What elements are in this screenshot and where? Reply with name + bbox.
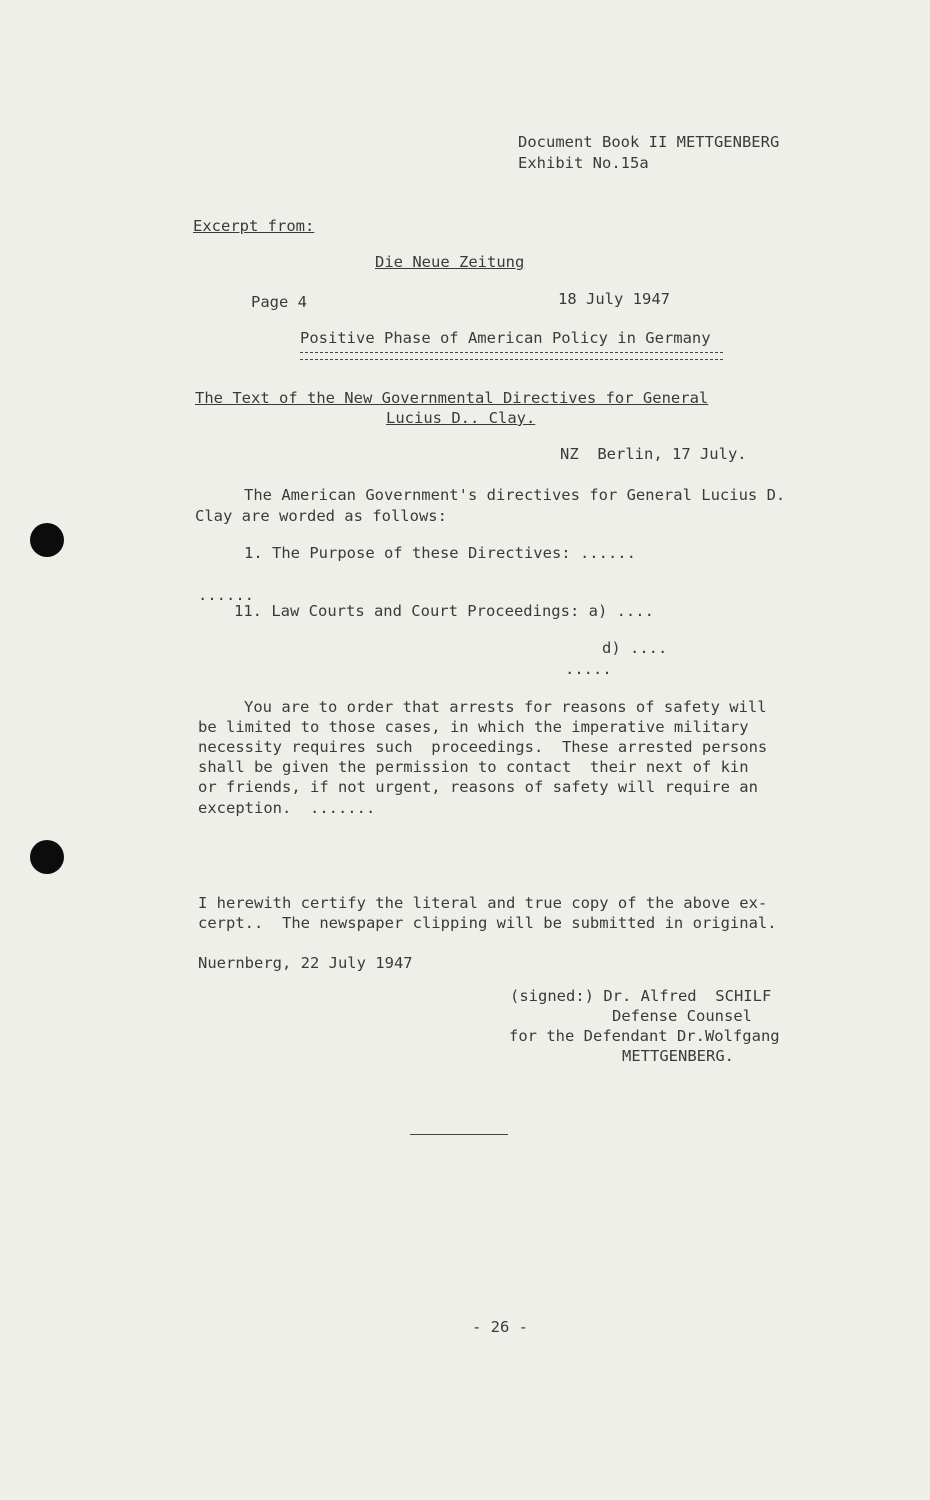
- paragraph-line-1: You are to order that arrests for reasons of safety will: [244, 698, 767, 716]
- paragraph-line-5: or friends, if not urgent, reasons of safety will require an: [198, 778, 758, 796]
- subtitle-line-2: Lucius D.. Clay.: [386, 409, 536, 427]
- closing-rule: [410, 1134, 508, 1135]
- signature-line-3: for the Defendant Dr.Wolfgang: [509, 1027, 780, 1045]
- page-reference: Page 4: [251, 293, 307, 311]
- ellipsis-1: ......: [198, 586, 254, 604]
- article-date: 18 July 1947: [558, 290, 670, 308]
- intro-line-1: The American Government's directives for General Lucius D.: [244, 486, 786, 504]
- certification-line-2: cerpt.. The newspaper clipping will be submitted in original.: [198, 914, 777, 932]
- title-double-rule: [300, 352, 723, 360]
- dateline: NZ Berlin, 17 July.: [560, 445, 747, 463]
- signature-line-1: (signed:) Dr. Alfred SCHILF: [510, 987, 772, 1005]
- paragraph-line-6: exception. .......: [198, 799, 376, 817]
- punch-hole-bottom: [30, 840, 64, 874]
- newspaper-name: Die Neue Zeitung: [375, 253, 525, 271]
- excerpt-label: Excerpt from:: [193, 217, 315, 235]
- exhibit-number: Exhibit No.15a: [518, 154, 649, 172]
- document-book-label: Document Book II METTGENBERG: [518, 133, 780, 151]
- signature-line-2: Defense Counsel: [612, 1007, 752, 1025]
- signature-line-4: METTGENBERG.: [622, 1047, 734, 1065]
- paragraph-line-4: shall be given the permission to contact their next of kin: [198, 758, 749, 776]
- paragraph-line-2: be limited to those cases, in which the imperative military: [198, 718, 749, 736]
- page-number: - 26 -: [472, 1318, 528, 1336]
- ellipsis-2: .....: [565, 660, 612, 678]
- article-title: Positive Phase of American Policy in Germany: [300, 329, 711, 347]
- intro-line-2: Clay are worded as follows:: [195, 507, 447, 525]
- item-11: 11. Law Courts and Court Proceedings: a) ....: [234, 602, 654, 620]
- punch-hole-top: [30, 523, 64, 557]
- certification-line-1: I herewith certify the literal and true copy of the above ex-: [198, 894, 768, 912]
- item-11-d: d) ....: [602, 639, 668, 657]
- subtitle-line-1: The Text of the New Governmental Directives for General: [195, 389, 709, 407]
- item-1: 1. The Purpose of these Directives: ......: [244, 544, 636, 562]
- place-and-date: Nuernberg, 22 July 1947: [198, 954, 413, 972]
- paragraph-line-3: necessity requires such proceedings. These arrested persons: [198, 738, 768, 756]
